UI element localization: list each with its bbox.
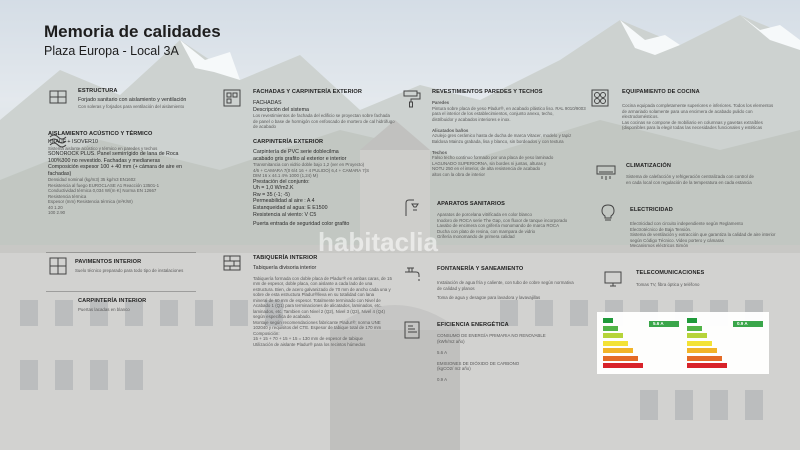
text-line: Puerta entrada de seguridad color grafito — [253, 221, 350, 228]
text-line: de acabado — [253, 124, 276, 130]
text-line: sobre de esta estructura Pladur®lleva en su totalidad con lana — [253, 292, 375, 298]
energy-bar-g — [687, 363, 727, 368]
structure-icon — [48, 87, 68, 107]
text-line: (kgCO2/ m2 año) — [437, 366, 471, 371]
text-line: Sistema aislante acústico y térmico en paredes y techos — [48, 145, 158, 151]
text-line: Permeabilidad al aire : A 4 — [253, 198, 315, 205]
text-line: 40 1.20 — [48, 204, 63, 210]
page-subtitle: Plaza Europa - Local 3A — [44, 44, 179, 58]
text-line: altos con la obra de interior — [432, 171, 485, 177]
text-line: Con soleras y forjados para ventilación del aislamiento — [78, 103, 185, 109]
text-line: Transmitancia con vidrio doble bajo 1,2 (ver en Proyecto) — [253, 162, 365, 168]
section-title-aparatos: APARATOS SANITARIOS — [437, 201, 505, 207]
text-line: Densidad nominal (kg/m3) 35 kg/m3 EN1602 — [48, 177, 136, 183]
text-line: Las cocinas se compone de mobiliario en columnas y gavetas extraíbles — [622, 119, 763, 125]
text-line: Grifería monomando de primera calidad — [437, 234, 515, 239]
text-line: Electricidad con circuito independiente según Reglamento — [630, 221, 744, 226]
text-line: Acabado 1 (Q1) para terminaciones de alicatados, laminados, etc. — [253, 303, 382, 309]
text-line: acabado gris grafito al exterior e interior — [253, 155, 347, 162]
text-line: Baldosa Mainzu grabada, lisa y blanco, sin bordeados y con textura — [432, 138, 564, 144]
text-line: Mecanismos eléctricos Simón — [630, 243, 689, 248]
section-title-fachadas: FACHADAS Y CARPINTERÍA EXTERIOR — [253, 89, 362, 95]
section-body-aislamiento — [48, 139, 182, 216]
rating-badge-emisiones: 0.9 A — [733, 321, 763, 327]
text-line: Ducha con plato de resina, con mampara de vidrio — [437, 228, 536, 234]
energy-bar-g — [603, 363, 643, 368]
section-body-fontaneria — [437, 280, 574, 301]
paint-roller-icon — [402, 88, 422, 108]
divider — [46, 291, 196, 292]
text-line: Los revestimientos de fachada del edificio se proyectan sobre fachada — [253, 113, 390, 119]
shower-icon — [402, 198, 422, 218]
text-line: estructura. Bien, de acero galvanizado de 70 mm de ancho cada una y — [253, 286, 391, 292]
section-body-electricidad — [630, 221, 775, 249]
facade-icon — [222, 88, 242, 108]
text-line: (kWh/m2 año) — [437, 338, 465, 344]
text-line: SONOROCK PLUS. Panel semirrígido de lana de Roca — [48, 151, 179, 158]
text-line: 102040 y requisitos del CTE. Espesor de tabique total de 170 mm — [253, 325, 382, 331]
floor-icon — [48, 256, 68, 276]
energy-bar-a — [603, 318, 613, 323]
text-line: Inodoro de ROCA serie The Gap, con fluxor de tanque incorporado — [437, 217, 568, 223]
text-line: Forjado sanitario con aislamiento y ventilación — [78, 97, 187, 103]
section-title-carpinteria-interior: CARPINTERÍA INTERIOR — [78, 298, 147, 304]
section-title-electricidad: ELECTRICIDAD — [630, 207, 673, 213]
energy-bar-d — [603, 341, 628, 346]
text-line: 5.6 A — [437, 349, 448, 355]
section-body-carpinteria-exterior — [253, 149, 369, 228]
energy-certificate-card — [597, 312, 769, 374]
section-body-estructura — [78, 97, 186, 109]
watermark: habitaclia — [318, 227, 438, 257]
text-line: Electrotécnico de Baja Tensión. — [630, 226, 692, 232]
energy-bar-e — [603, 348, 633, 353]
text-line: Azulejo gres cerámico hasta de ducha de marca Vitacer, modelo y tapiz — [432, 133, 572, 138]
energy-label-icon — [402, 320, 422, 340]
text-line: Pintura sobre placa de yeso Pladur®, en acabado plástico liso. RAL 9010/9003 — [432, 105, 586, 111]
text-line: 4/6 + CAMARA 7(0 6/4 16 + 4 PULIDO) 6,4 + CAMARA 7(S — [253, 167, 370, 173]
section-title-tabiqueria: TABIQUERÍA INTERIOR — [253, 255, 318, 261]
section-title-aislamiento: AISLAMIENTO ACÚSTICO Y TÉRMICO — [48, 131, 153, 137]
text-line: DIM 16 x 44.1 4% 1000 (1,24) M) — [253, 173, 318, 179]
text-line: Tabiquería formada con doble placa de Pladur® en ambas caras, de 15 — [253, 275, 392, 281]
text-line: 100%300 no revestido. Fachadas y medianeras — [48, 157, 161, 164]
section-title-estructura: ESTRUCTURA — [78, 88, 118, 94]
rating-badge-consumo: 5.6 A — [649, 321, 679, 327]
text-line: Tabiquería divisoria interior — [253, 265, 317, 271]
section-body-climatizacion — [626, 174, 754, 185]
section-title-pavimentos: PAVIMENTOS INTERIOR — [75, 259, 142, 265]
section-title-cocina: EQUIPAMIENTO DE COCINA — [622, 89, 700, 95]
energy-bar-f — [687, 356, 722, 361]
text-line: Uh = 1,0 W/m2.K — [253, 185, 294, 192]
stove-icon — [590, 88, 610, 108]
text-line: Conductividad térmica 0,034 W/(m·K) Norma EN 12667 — [48, 188, 157, 194]
text-line: Paredes — [432, 100, 450, 105]
section-body-cocina — [622, 103, 773, 131]
text-line: CONSUMO DE ENERGÍA PRIMARIA NO RENOVABLE — [437, 333, 546, 338]
text-line: NOTU 250 en el interior, de alta resistencia de acabado — [432, 166, 541, 171]
text-line: Espesor (mm) Resistencia térmica (m²K/W) — [48, 199, 133, 205]
text-line: Aparatos de porcelana vitrificada en color blanco — [437, 212, 532, 217]
section-title-eficiencia: EFICIENCIA ENERGÉTICA — [437, 322, 509, 328]
text-line: Resistencia térmica — [48, 193, 87, 199]
text-line: Composición espesor 100 + 40 mm (+ cámara de aire en — [48, 164, 182, 171]
energy-bar-f — [603, 356, 638, 361]
brick-wall-icon — [222, 253, 242, 273]
text-line: de calidad y planos — [437, 285, 475, 291]
text-line: laminados, etc. Tambien con Nivel 2 (Q2), Nivel 3 (Q3), Nivel 4 (Q4) — [253, 308, 385, 314]
section-title-telecom: TELECOMUNICACIONES — [636, 270, 705, 276]
text-line: 15 + 15 + 70 + 15 + 15 = 130 mm de espesor de tabique — [253, 336, 363, 342]
section-title-carpinteria-exterior: CARPINTERÍA EXTERIOR — [253, 139, 324, 145]
text-line: Puertas lacadas en blanco — [78, 307, 130, 312]
text-line: Tomas TV, fibra óptica y teléfono — [636, 282, 700, 287]
text-line: Falso techo continuo formado por una placa de yeso laminado — [432, 155, 554, 160]
text-line: distribuidor y acabados interiores e inox. — [432, 116, 511, 122]
section-body-aparatos — [437, 212, 567, 240]
energy-bar-c — [687, 333, 707, 338]
section-title-climatizacion: CLIMATIZACIÓN — [626, 163, 672, 169]
text-line: LAGUNADO SUPERIORNA, sin bordes ni juntas, alturas y — [432, 160, 547, 166]
text-line: Resistencia al viento: V C5 — [253, 211, 317, 218]
section-body-revestimientos — [432, 100, 586, 177]
section-body-eficiencia — [437, 333, 546, 383]
text-line: Cocina equipada completamente superiores e inferiores. Todos los elementos — [622, 103, 774, 108]
text-line: según Código Técnico. Video portero y cámaras — [630, 237, 724, 243]
text-line: electrodomésticos. — [622, 114, 659, 119]
text-line: Descripción del sistema — [253, 106, 309, 113]
text-line: Sistema de calefacción y refrigeración centralizada con control de — [626, 174, 754, 179]
tv-icon — [603, 268, 623, 288]
text-line: según especifica de acabado. — [253, 314, 312, 320]
text-line: Sistema de ventilación y extracción que garantiza la calidad de aire interior — [630, 232, 776, 237]
energy-bar-b — [603, 326, 618, 331]
text-line: (disponibles para la elegir todas las necesidades funcionales y estéticas — [622, 125, 763, 130]
text-line: de armariado solamente para una encimera de acabado pulido con — [622, 108, 753, 114]
text-line: fachadas) — [48, 170, 72, 177]
text-line: Montaje según recomendaciones fabricante Pladur®; norma UNE — [253, 319, 381, 325]
energy-bar-c — [603, 333, 623, 338]
text-line: Instalación de agua fría y caliente, con tubo de cobre según normativa — [437, 280, 574, 285]
text-line: en cada local con regulación de la temperatura en cada estancia — [626, 179, 752, 185]
page-title: Memoria de calidades — [44, 22, 221, 41]
text-line: KNAUF + ISOVER10 — [48, 139, 98, 145]
text-line: Prestación del conjunto: — [253, 178, 310, 185]
text-line: Suelo técnico preparado para todo tipo de instalaciones — [75, 268, 184, 273]
text-line: EMISIONES DE DIÓXIDO DE CARBONO — [437, 360, 520, 366]
air-conditioner-icon — [596, 162, 616, 182]
text-line: Utilización de aislante Pladur® para los recintos húmedos — [253, 341, 366, 347]
energy-bar-b — [687, 326, 702, 331]
divider — [46, 252, 196, 253]
text-line: Rw = 35 (-1; -5) — [253, 191, 290, 198]
text-line: Carpintería de PVC serie doblecilma — [253, 149, 339, 155]
text-line: Alicatados baños — [432, 127, 469, 133]
text-line: mm de espesor, doble placa, con aislante a cada lado de una — [253, 281, 373, 287]
text-line: Estanqueidad al agua: E E1500 — [253, 205, 328, 212]
section-title-fontaneria: FONTANERÍA Y SANEAMIENTO — [437, 266, 524, 272]
energy-bar-e — [687, 348, 717, 353]
text-line: para el interior de los establecimientos, conjunto anexo, techo, — [432, 111, 554, 116]
energy-bar-d — [687, 341, 712, 346]
text-line: Toma de agua y desagüe para lavadora y lavavajillas — [437, 295, 541, 300]
section-body-fachadas — [253, 100, 395, 130]
faucet-icon — [402, 264, 422, 284]
section-title-revestimientos: REVESTIMIENTOS PAREDES Y TECHOS — [432, 89, 543, 95]
text-line: Techos — [432, 149, 448, 155]
text-line: Lavabo de encimera con grifería monomando de marca ROCA — [437, 223, 560, 228]
text-line: 100 2.90 — [48, 210, 66, 216]
text-line: mineral de 60 mm de espesor. Totalmente terminado con Nivel de — [253, 297, 381, 303]
text-line: Resistencia al fuego EUROCLASE A1 Reacción 13501-1 — [48, 182, 160, 188]
text-line: 0.9 A — [437, 377, 448, 382]
text-line: Composición: — [253, 330, 280, 336]
section-body-tabiqueria — [253, 265, 392, 347]
light-bulb-icon — [598, 203, 618, 223]
energy-bar-a — [687, 318, 697, 323]
text-line: de panel o base de hormigón con enfoscado de mortero de cal hidrófugo — [253, 118, 395, 124]
text-line: FACHADAS — [253, 100, 282, 106]
